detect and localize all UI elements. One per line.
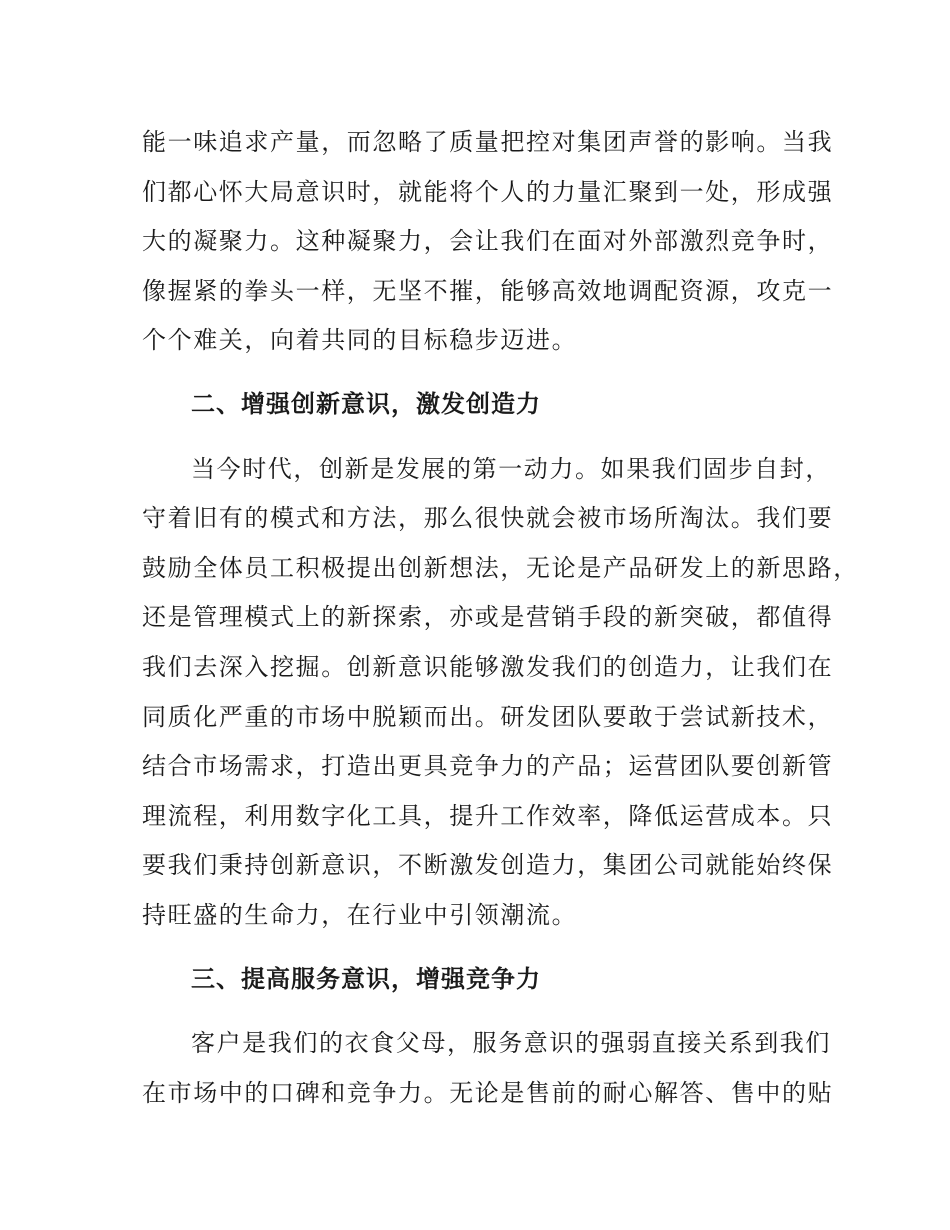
text-line: 结合市场需求，打造出更具竞争力的产品；运营团队要创新管	[142, 752, 834, 781]
section-heading-innovation: 二、增强创新意识，激发创造力	[191, 389, 541, 418]
spacer	[142, 366, 810, 380]
text-line: 能一味追求产量，而忽略了质量把控对集团声誉的影响。当我	[142, 128, 834, 156]
document-body	[142, 118, 859, 1118]
text-line: 客户是我们的衣食父母，服务意识的强弱直接关系到我们	[191, 1029, 831, 1058]
text-line: 持旺盛的生命力，在行业中引领潮流。	[142, 900, 578, 929]
paragraph-innovation	[142, 445, 859, 941]
text-line: 要我们秉持创新意识，不断激发创造力，集团公司就能始终保	[142, 851, 834, 880]
text-line: 个个难关，向着共同的目标稳步迈进。	[142, 326, 578, 355]
text-line: 像握紧的拳头一样，无坚不摧，能够高效地调配资源，攻克一	[142, 276, 834, 305]
spacer	[142, 430, 810, 445]
text-line: 们都心怀大局意识时，就能将个人的力量汇聚到一处，形成强	[142, 177, 834, 206]
paragraph-continuation	[142, 118, 834, 366]
text-line: 当今时代，创新是发展的第一动力。如果我们固步自封，	[191, 454, 831, 483]
text-line: 同质化严重的市场中脱颖而出。研发团队要敢于尝试新技术，	[142, 702, 834, 731]
text-line: 鼓励全体员工积极提出创新想法，无论是产品研发上的新思路，	[142, 553, 859, 582]
text-line: 还是管理模式上的新探索，亦或是营销手段的新突破，都值得	[142, 603, 834, 632]
text-line: 在市场中的口碑和竞争力。无论是售前的耐心解答、售中的贴	[142, 1078, 834, 1107]
text-line: 大的凝聚力。这种凝聚力，会让我们在面对外部激烈竞争时，	[142, 227, 834, 256]
spacer	[142, 1004, 810, 1019]
text-line: 理流程，利用数字化工具，提升工作效率，降低运营成本。只	[142, 801, 834, 830]
section-heading-service: 三、提高服务意识，增强竞争力	[191, 964, 541, 993]
text-line: 守着旧有的模式和方法，那么很快就会被市场所淘汰。我们要	[142, 504, 834, 533]
paragraph-service	[142, 1019, 834, 1118]
spacer	[142, 941, 810, 955]
text-line: 我们去深入挖掘。创新意识能够激发我们的创造力，让我们在	[142, 652, 834, 681]
